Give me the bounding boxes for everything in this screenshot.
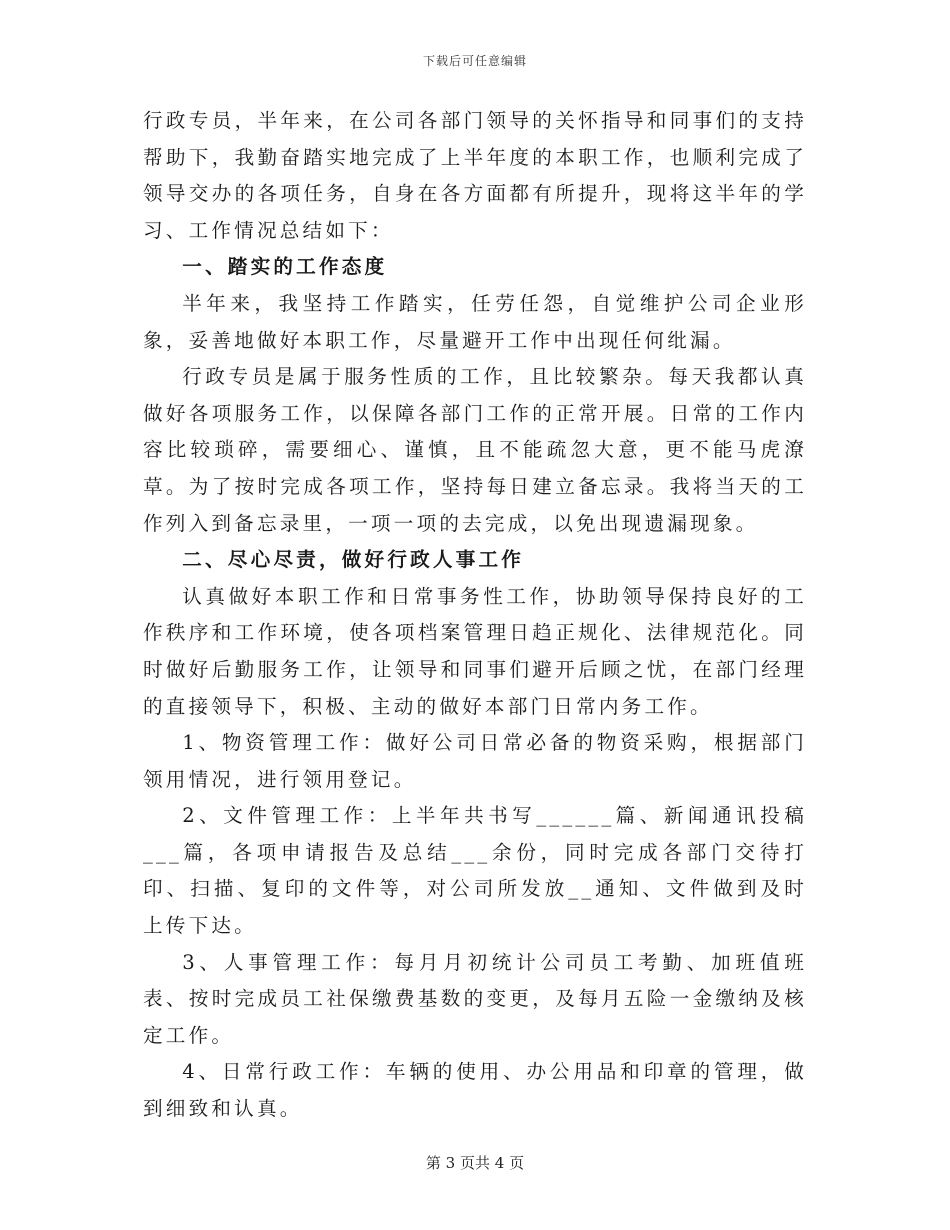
intro-paragraph: 行政专员，半年来，在公司各部门领导的关怀指导和同事们的支持帮助下，我勤奋踏实地完成了上半年度的本职工作，也顺利完成了领导交办的各项任务，自身在各方面都有所提升，现将这半年的学习、工作情况总结如下： [143, 109, 807, 242]
page-header: 下载后可任意编辑 [422, 54, 527, 68]
document-body [143, 103, 807, 1128]
list-item: 3、人事管理工作：每月月初统计公司员工考勤、加班值班表、按时完成员工社保缴费基数的变更，及每月五险一金缴纳及核定工作。 [143, 950, 807, 1047]
section-heading-2: 二、尽心尽责，做好行政人事工作 [182, 548, 525, 572]
paragraph: 认真做好本职工作和日常事务性工作，协助领导保持良好的工作秩序和工作环境，使各项档案管理日趋正规化、法律规范化。同时做好后勤服务工作，让领导和同事们避开后顾之忧，在部门经理的直接领导下，积极、主动的做好本部门日常内务工作。 [143, 584, 807, 718]
paragraph: 半年来，我坚持工作踏实，任劳任怨，自觉维护公司企业形象，妥善地做好本职工作，尽量避开工作中出现任何纰漏。 [143, 291, 807, 352]
list-item: 1、物资管理工作：做好公司日常必备的物资采购，根据部门领用情况，进行领用登记。 [143, 731, 807, 791]
page-number-footer: 第 3 页共 4 页 [425, 1154, 525, 1172]
paragraph: 行政专员是属于服务性质的工作，且比较繁杂。每天我都认真做好各项服务工作，以保障各部门工作的正常开展。日常的工作内容比较琐碎，需要细心、谨慎，且不能疏忽大意，更不能马虎潦草。为了按时完成各项工作，坚持每日建立备忘录。我将当天的工作列入到备忘录里，一项一项的去完成，以免出现遗漏现象。 [143, 365, 807, 535]
list-item: 2、文件管理工作：上半年共书写______篇、新闻通讯投稿___篇，各项申请报告及总结___余份，同时完成各部门交待打印、扫描、复印的文件等，对公司所发放__通知、文件做到及时上传下达。 [143, 804, 807, 938]
section-heading-1: 一、踏实的工作态度 [182, 255, 388, 279]
list-item: 4、日常行政工作：车辆的使用、办公用品和印章的管理，做到细致和认真。 [143, 1060, 807, 1121]
